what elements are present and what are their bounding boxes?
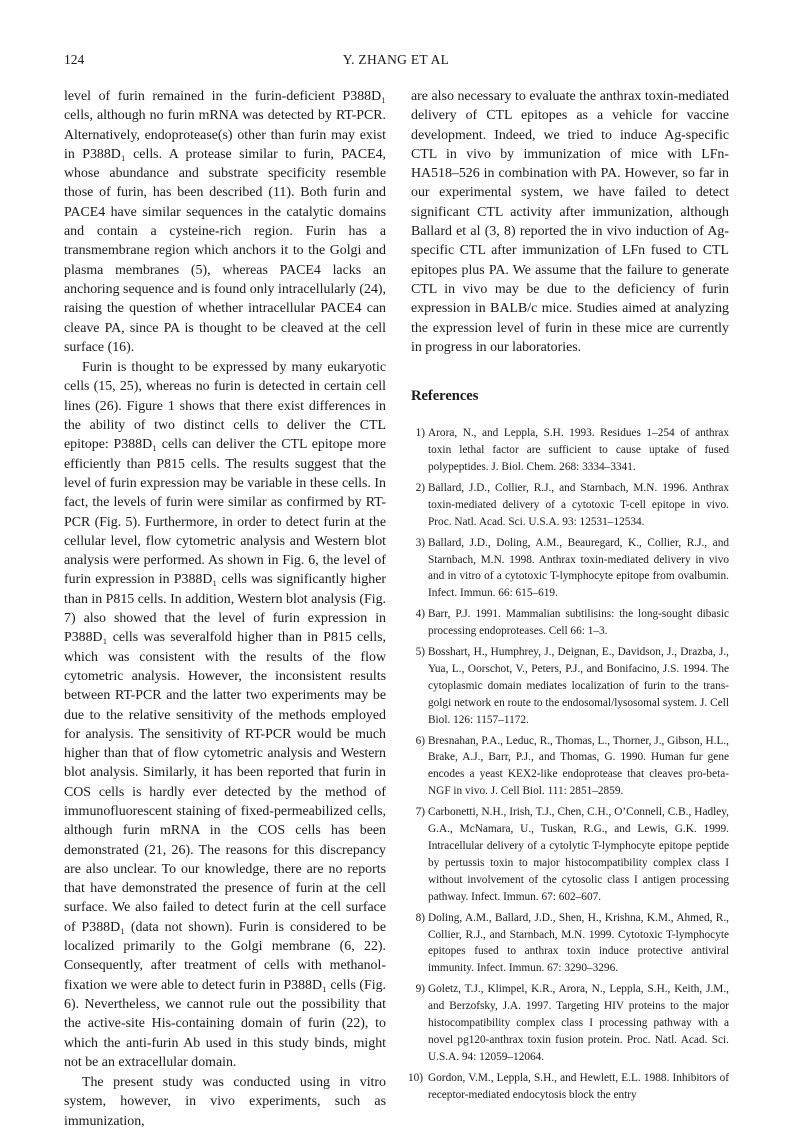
reference-number: 6)	[415, 734, 425, 747]
reference-number: 3)	[415, 536, 425, 549]
reference-item	[411, 535, 729, 603]
reference-text: Barr, P.J. 1991. Mammalian subtilisins: the long-sought dibasic processing endoproteases. Cell 66: 1–3.	[428, 608, 729, 638]
page-number: 124	[64, 52, 85, 67]
reference-text: Arora, N., and Leppla, S.H. 1993. Residues 1–254 of anthrax toxin lethal factor are sufficient to cause uptake of fused polypeptides. J. Biol. Chem. 268: 3334–3341.	[428, 427, 729, 473]
reference-item	[411, 644, 729, 729]
reference-item	[411, 733, 729, 801]
reference-item	[411, 425, 729, 476]
reference-number: 8)	[415, 911, 425, 924]
paragraph: The present study was conducted using in vitro system, however, in vivo experiments, such as immunization,	[64, 1075, 386, 1129]
reference-text: Gordon, V.M., Leppla, S.H., and Hewlett, E.L. 1988. Inhibitors of receptor-mediated endocytosis block the entry	[428, 1071, 729, 1101]
reference-item	[411, 804, 729, 905]
reference-text: Ballard, J.D., Collier, R.J., and Starnbach, M.N. 1996. Anthrax toxin-mediated delivery of a cytotoxic T-cell epitope in vivo. Proc. Natl. Acad. Sci. U.S.A. 93: 12531–12534.	[428, 481, 729, 528]
paragraph: level of furin remained in the furin-deficient P388D₁ cells, although no furin mRNA was detected by RT-PCR. Alternatively, endoprotease(s) other than furin may exist in P388D₁ cells. A protease similar to furin, PACE4, whose abundance and substrate specificity resemble those of furin, has been described (11). Both furin and PACE4 have similar sequences in the catalytic domains and contain a cysteine-rich region. Furin has a transmembrane region which anchors it to the Golgi and plasma membranes (5), whereas PACE4 lacks an anchoring sequence and is found only intracellularly (24), raising the question of whether intracellular PACE4 can cleave PA, since PA is thought to be cleaved at the cell surface (16).	[64, 89, 386, 355]
paragraph: Furin is thought to be expressed by many eukaryotic cells (15, 25), whereas no furin is detected in certain cell lines (26). Figure 1 shows that there exist differences in the ability of two distinct cells to deliver the CTL epitope: P388D₁ cells can deliver the CTL epitope more efficiently than P815 cells. The results suggest that the level of furin expression may be variable in these cells. In fact, the levels of furin were similar as confirmed by RT-PCR (Fig. 5). Furthermore, in order to detect furin at the cellular level, flow cytometric analysis and Western blot analysis were performed. As shown in Fig. 6, the level of furin expression in P388D₁ cells was significantly higher than in P815 cells. In addition, Western blot analysis (Fig. 7) also showed that the level of furin expression in P388D₁ cells was severalfold higher than in P815 cells, which was consistent with the results of the flow cytometric analysis. However, the inconsistent results between RT-PCR and the latter two experiments may be due to the relative sensitivity of the methods employed for analysis. The sensitivity of RT-PCR would be much higher than that of flow cytometric analysis and Western blot analysis. Similarly, it has been reported that furin in COS cells is hardly ever detected by the method of immunofluorescent staining of fixed-permeabilized cells, although furin mRNA in the COS cells has been demonstrated (21, 26). The reasons for this discrepancy are also unclear. To our knowledge, there are no reports that have demonstrated the presence of furin at the cell surface. We also failed to detect furin at the cell surface of P388D₁ (data not shown). Furin is considered to be localized primarily to the Golgi membrane (6, 22). Consequently, after treatment of cells with methanol-fixation we were able to detect furin in P388D₁ cells (Fig. 6). Nevertheless, we cannot rule out the possibility that the active-site His-containing domain of furin (22), to which the anti-furin Ab used in this study binds, might not be an extracellular domain.	[64, 360, 386, 1070]
reference-number: 10)	[407, 1071, 423, 1084]
reference-list	[407, 425, 729, 1103]
paragraph: are also necessary to evaluate the anthrax toxin-mediated delivery of CTL epitopes as a vehicle for vaccine development. Indeed, we tried to induce Ag-specific CTL in vivo by immunization of mice with LFn-HA518–526 in combination with PA. However, so far in our experimental system, we have failed to detect significant CTL activity after immunization, although Ballard et al (3, 8) reported the in vivo induction of Ag-specific CTL after immunization of LFn fused to CTL epitopes plus PA. We assume that the failure to generate CTL in vivo may be due to the deficiency of furin expression in BALB/c mice. Studies aimed at analyzing the expression level of furin in these mice are currently in progress in our laboratories.	[411, 89, 729, 355]
references-heading: References	[411, 388, 479, 405]
reference-number: 7)	[415, 806, 425, 819]
reference-item	[411, 480, 729, 531]
reference-item	[407, 1070, 729, 1104]
running-head: Y. ZHANG ET AL	[342, 52, 450, 67]
reference-item	[411, 910, 729, 978]
reference-number: 1)	[415, 427, 425, 440]
reference-text: Bosshart, H., Humphrey, J., Deignan, E., Davidson, J., Drazba, J., Yua, L., Oorschot, V., Peters, P.J., and Bonifacino, J.S. 1994. The cytoplasmic domain mediates localization of furin to the trans-golgi network en route to the endosomal/lysosomal system. J. Cell Biol. 126: 1157–1172.	[428, 646, 729, 726]
reference-text: Goletz, T.J., Klimpel, K.R., Arora, N., Leppla, S.H., Keith, J.M., and Berzofsky, J.A. 1997. Targeting HIV proteins to the major histocompatibility complex class I processing pathway with a novel pg120-anthrax toxin fusion protein. Proc. Natl. Acad. Sci. U.S.A. 94: 12059–12064.	[428, 983, 729, 1063]
left-column	[64, 87, 386, 1131]
reference-number: 5)	[415, 646, 425, 659]
reference-number: 9)	[415, 983, 425, 996]
page-header	[64, 52, 728, 72]
reference-text: Ballard, J.D., Doling, A.M., Beauregard, K., Collier, R.J., and Starnbach, M.N. 1998. Anthrax toxin-mediated delivery in vivo and in vitro of a cytotoxic T-lymphocyte epitope from ovalbumin. Infect. Immun. 66: 615–619.	[428, 536, 729, 600]
reference-item	[411, 981, 729, 1066]
reference-text: Doling, A.M., Ballard, J.D., Shen, H., Krishna, K.M., Ahmed, R., Collier, R.J., and Starnbach, M.N. 1999. Cytotoxic T-lymphocyte epitopes fused to anthrax toxin induce protective antiviral immunity. Infect. Immun. 67: 3290–3296.	[428, 911, 729, 975]
reference-item	[411, 606, 729, 640]
reference-text: Bresnahan, P.A., Leduc, R., Thomas, L., Thorner, J., Gibson, H.L., Brake, A.J., Barr, P.J., and Thomas, G. 1990. Human fur gene encodes a yeast KEX2-like endoprotease that cleaves pro-beta-NGF in vivo. J. Cell Biol. 111: 2851–2859.	[428, 734, 729, 798]
right-column	[407, 87, 729, 1108]
reference-text: Carbonetti, N.H., Irish, T.J., Chen, C.H., O’Connell, C.B., Hadley, G.A., McNamara, U., Tuskan, R.G., and Lewis, G.K. 1999. Intracellular delivery of a cytolytic T-lymphocyte epitope peptide by pertussis toxin to major histocompatibility complex class I without involvement of the cytosolic class I antigen processing pathway. Infect. Immun. 67: 602–607.	[428, 806, 729, 903]
reference-number: 4)	[415, 608, 425, 621]
reference-number: 2)	[415, 481, 425, 494]
